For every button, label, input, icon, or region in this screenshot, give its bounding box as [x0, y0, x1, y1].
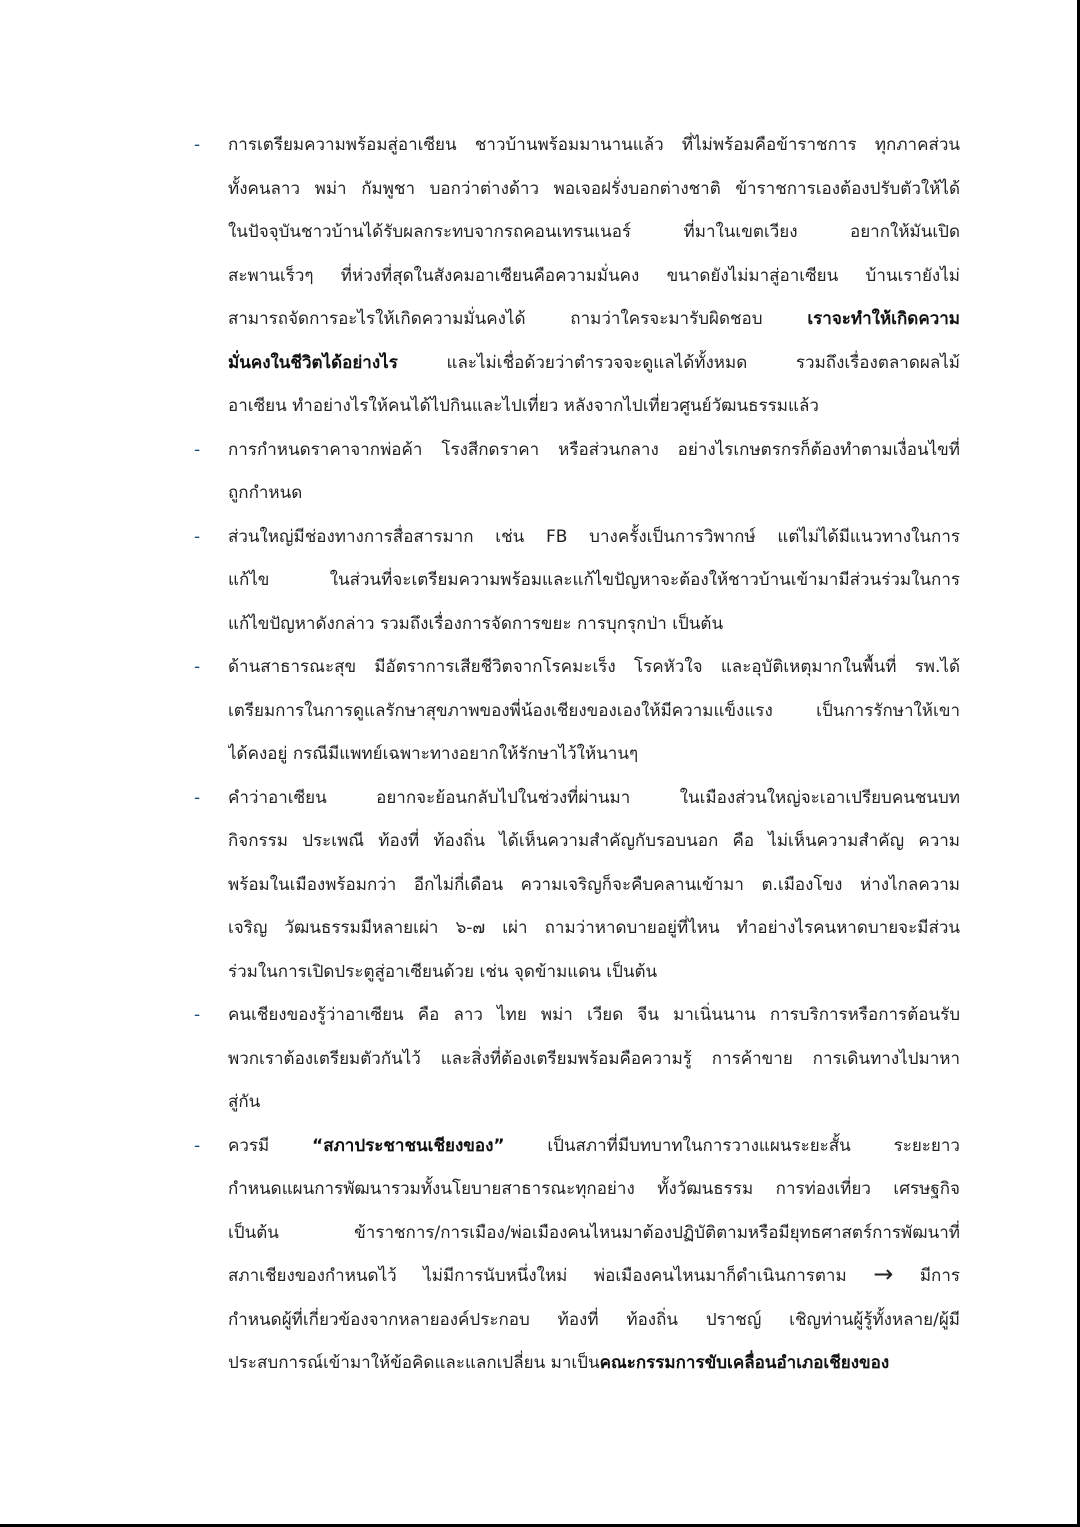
text-line — [228, 124, 960, 168]
bullet-dash: - — [194, 439, 201, 460]
bullet-list — [190, 124, 960, 1386]
text-line — [228, 820, 960, 864]
text-line — [228, 1038, 960, 1082]
text-segment: กิจกรรม ประเพณี ท้องที่ ท้องถิ่น ได้เห็นความสำคัญกับรอบนอก คือ ไม่เห็นความสำคัญ ความ — [228, 831, 960, 851]
text-line — [228, 1342, 960, 1386]
bullet-dash: - — [194, 787, 201, 808]
text-line — [228, 211, 960, 255]
text-segment: และไม่เชื่อด้วยว่าตำรวจจะดูแลได้ทั้งหมด รวมถึงเรื่องตลาดผลไม้ — [397, 352, 960, 373]
text-line — [228, 342, 960, 386]
text-line — [228, 603, 960, 647]
text-segment: แก้ไขปัญหาดังกล่าว รวมถึงเรื่องการจัดการขยะ การบุกรุกป่า เป็นต้น — [228, 613, 724, 634]
text-segment: ทั้งคนลาว พม่า กัมพูชา บอกว่าต่างด้าว พอเจอฝรั่งบอกต่างชาติ ข้าราชการเองต้องปรับตัวให้ได้ — [228, 178, 960, 199]
list-item — [190, 1125, 960, 1386]
bullet-dash: - — [194, 1135, 201, 1156]
text-line — [228, 429, 960, 473]
list-item — [190, 646, 960, 777]
list-item — [190, 516, 960, 647]
text-line — [228, 733, 960, 777]
text-line — [228, 994, 960, 1038]
text-segment: ส่วนใหญ่มีช่องทางการสื่อสารมาก เช่น FB บางครั้งเป็นการวิพากษ์ แต่ไม่ได้มีแนวทางในการ — [228, 526, 960, 547]
bullet-dash: - — [194, 1005, 201, 1025]
text-line — [228, 168, 960, 212]
text-segment: เป็นสภาที่มีบทบาทในการวางแผนระยะสั้น ระยะยาว — [504, 1135, 960, 1156]
text-segment: ด้านสาธารณะสุข มีอัตราการเสียชีวิตจากโรคมะเร็ง โรคหัวใจ และอุบัติเหตุมากในพื้นที่ รพ.ได้ — [228, 657, 960, 677]
text-segment: พร้อมในเมืองพร้อมกว่า อีกไม่กี่เดือน ความเจริญก็จะคืบคลานเข้ามา ต.เมืองโขง ห่างไกลความ — [228, 874, 960, 895]
text-line — [228, 907, 960, 951]
bold-text: “สภาประชาชนเชียงของ” — [312, 1135, 505, 1156]
text-line — [228, 385, 960, 429]
text-line — [228, 1125, 960, 1169]
text-segment: การเตรียมความพร้อมสู่อาเซียน ชาวบ้านพร้อมมานานแล้ว ที่ไม่พร้อมคือข้าราชการ ทุกภาคส่วน — [228, 135, 960, 155]
text-segment: กำหนดผู้ที่เกี่ยวข้องจากหลายองค์ประกอบ ท้องที่ ท้องถิ่น ปราชญ์ เชิญท่านผู้รู้ทั้งหลาย/ผู้มี — [228, 1309, 960, 1330]
list-item — [190, 124, 960, 429]
list-item — [190, 777, 960, 995]
arrow-icon: → — [873, 1260, 894, 1288]
text-line — [228, 777, 960, 821]
text-segment: ร่วมในการเปิดประตูสู่อาเซียนด้วย เช่น จุดข้ามแดน เป็นต้น — [228, 961, 658, 982]
text-line — [228, 951, 960, 995]
text-segment: สู่กัน — [228, 1092, 261, 1112]
text-segment: เตรียมการในการดูแลรักษาสุขภาพของพี่น้องเชียงของเองให้มีความแข็งแรง เป็นการรักษาให้เขา — [228, 700, 960, 721]
text-segment: เป็นต้น ข้าราชการ/การเมือง/พ่อเมืองคนไหนมาต้องปฏิบัติตามหรือมียุทธศาสตร์การพัฒนาที่ — [228, 1222, 960, 1243]
text-segment: สภาเชียงของกำหนดไว้ ไม่มีการนับหนึ่งใหม่ พ่อเมืองคนไหนมาก็ดำเนินการตาม — [228, 1266, 874, 1286]
text-line — [228, 1255, 960, 1299]
text-line — [228, 1168, 960, 1212]
text-line — [228, 298, 960, 342]
text-segment: คำว่าอาเซียน อยากจะย้อนกลับไปในช่วงที่ผ่านมา ในเมืองส่วนใหญ่จะเอาเปรียบคนชนบท — [228, 787, 960, 808]
text-line — [228, 472, 960, 516]
text-segment: ถูกกำหนด — [228, 483, 303, 503]
text-segment: พวกเราต้องเตรียมตัวกันไว้ และสิ่งที่ต้องเตรียมพร้อมคือความรู้ การค้าขาย การเดินทางไปมาหา — [228, 1048, 960, 1069]
text-segment: ในปัจจุบันชาวบ้านได้รับผลกระทบจากรถคอนเทรนเนอร์ ที่มาในเขตเวียง อยากให้มันเปิด — [228, 222, 960, 242]
list-item — [190, 994, 960, 1125]
text-segment: อาเซียน ทำอย่างไรให้คนได้ไปกินและไปเที่ยว หลังจากไปเที่ยวศูนย์วัฒนธรรมแล้ว — [228, 396, 819, 416]
list-item — [190, 429, 960, 516]
text-segment: สามารถจัดการอะไรให้เกิดความมั่นคงได้ ถามว่าใครจะมารับผิดชอบ — [228, 309, 808, 329]
text-line — [228, 690, 960, 734]
bullet-dash: - — [194, 526, 201, 547]
bullet-dash: - — [194, 135, 201, 155]
text-segment: สะพานเร็วๆ ที่ห่วงที่สุดในสังคมอาเซียนคือความมั่นคง ขนาดยังไม่มาสู่อาเซียน บ้านเรายังไม่ — [228, 265, 960, 286]
text-line — [228, 255, 960, 299]
text-segment: ประสบการณ์เข้ามาให้ข้อคิดและแลกเปลี่ยน มาเป็น — [228, 1353, 600, 1373]
bold-text: มั่นคงในชีวิตได้อย่างไร — [228, 352, 398, 373]
text-line — [228, 864, 960, 908]
bold-text: เราจะทำให้เกิดความ — [807, 309, 960, 329]
text-segment: กำหนดแผนการพัฒนารวมทั้งนโยบายสาธารณะทุกอย่าง ทั้งวัฒนธรรม การท่องเที่ยว เศรษฐกิจ — [228, 1179, 960, 1199]
text-line — [228, 516, 960, 560]
text-segment: แก้ไข ในส่วนที่จะเตรียมความพร้อมและแก้ไขปัญหาจะต้องให้ชาวบ้านเข้ามามีส่วนร่วมในการ — [228, 570, 960, 590]
text-line — [228, 1299, 960, 1343]
text-segment: ได้คงอยู่ กรณีมีแพทย์เฉพาะทางอยากให้รักษาไว้ให้นานๆ — [228, 744, 639, 764]
text-line — [228, 1081, 960, 1125]
text-line — [228, 646, 960, 690]
text-segment: คนเชียงของรู้ว่าอาเซียน คือ ลาว ไทย พม่า เวียด จีน มาเนิ่นนาน การบริการหรือการต้อนรับ — [228, 1005, 960, 1025]
text-segment: การกำหนดราคาจากพ่อค้า โรงสีกดราคา หรือส่วนกลาง อย่างไรเกษตรกรก็ต้องทำตามเงื่อนไขที่ — [228, 439, 960, 460]
bold-text: คณะกรรมการขับเคลื่อนอำเภอเชียงของ — [599, 1353, 890, 1373]
text-segment: ควรมี — [228, 1135, 313, 1156]
text-line — [228, 559, 960, 603]
text-segment: มีการ — [893, 1266, 960, 1286]
bullet-dash: - — [194, 657, 201, 677]
text-segment: เจริญ วัฒนธรรมมีหลายเผ่า ๖-๗ เผ่า ถามว่าหาดบายอยู่ที่ไหน ทำอย่างไรคนหาดบายจะมีส่วน — [228, 918, 960, 938]
text-line — [228, 1212, 960, 1256]
